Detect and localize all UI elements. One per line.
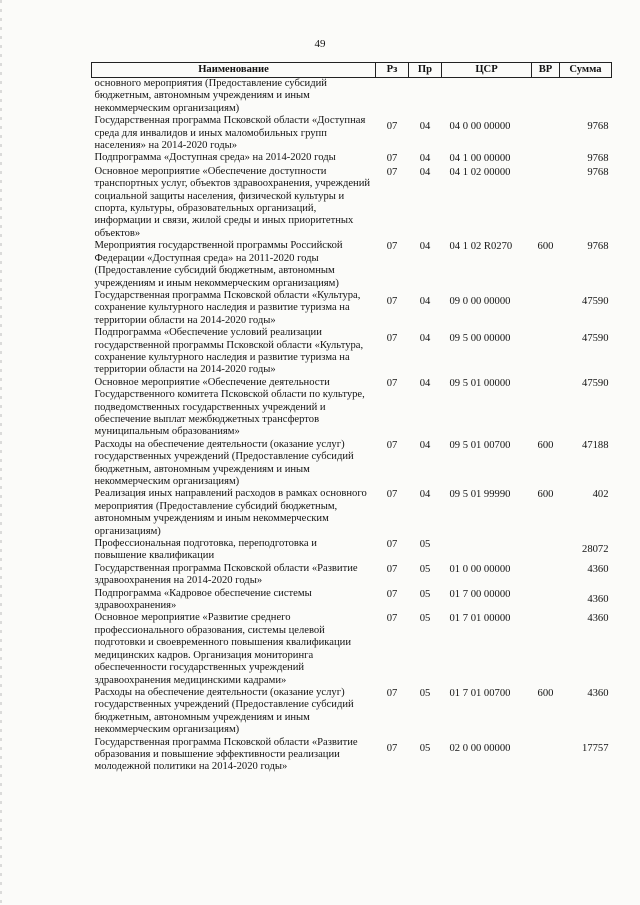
row-csr: 09 5 01 00000	[449, 377, 511, 389]
row-vr	[532, 290, 560, 327]
row-vr: 600	[537, 439, 554, 451]
header-vr: ВР	[532, 63, 560, 78]
row-csr	[442, 538, 532, 563]
row-sum: 4360	[587, 563, 609, 575]
row-name: Государственная программа Псковской области «Доступная среда для инвалидов и иных маломобильных групп населения» на 2014-2020 годы»	[94, 115, 366, 152]
row-pr: 04	[419, 295, 431, 307]
row-sum: 4360	[587, 687, 609, 699]
row-pr: 04	[419, 121, 431, 133]
row-sum	[560, 78, 612, 116]
row-pr: 04	[419, 241, 431, 253]
row-name: Государственная программа Псковской области «Культура, сохранение культурного наследия и развитие туризма на территории области на 2014-2020 годы»	[94, 289, 361, 326]
row-pr: 05	[419, 588, 431, 600]
row-name: Основное мероприятие «Обеспечение деятельности Государственного комитета Псковской области по культуре, подведомственных государственных учреждений и обеспечение выплат межбюджетных трансфертов муниципальным образованиям»	[94, 376, 365, 438]
row-sum: 4360	[587, 613, 609, 625]
row-vr	[532, 538, 560, 563]
row-csr: 01 7 00 00000	[449, 588, 511, 600]
row-sum: 9768	[587, 153, 609, 165]
row-sum: 47590	[582, 295, 609, 307]
row-name: Основное мероприятие «Развитие среднего профессионального образования, системы целевой подготовки и своевременного повышения квалификации медицинских кадров. Организация мониторинга обеспеченности государственных учреждений здравоохранения медицинскими кадрами»	[94, 612, 351, 686]
table-row	[92, 115, 612, 152]
row-vr: 600	[537, 489, 554, 501]
row-rz: 07	[386, 613, 398, 625]
table-row	[92, 152, 612, 165]
row-vr	[532, 166, 560, 240]
header-csr: ЦСР	[442, 63, 532, 78]
row-vr: 600	[537, 241, 554, 253]
row-name: Расходы на обеспечение деятельности (оказание услуг) государственных учреждений (Предоставление субсидий бюджетным, автономным учреждениям и иным некоммерческим организациям)	[94, 438, 354, 487]
header-name: Наименование	[92, 63, 376, 78]
row-sum: 4360	[587, 593, 609, 605]
page-number: 49	[314, 38, 326, 50]
row-pr	[409, 78, 442, 116]
row-csr: 04 1 02 00000	[449, 166, 511, 178]
row-csr: 09 0 00 00000	[449, 295, 511, 307]
row-vr: 600	[537, 687, 554, 699]
row-rz: 07	[386, 539, 398, 551]
row-rz: 07	[386, 121, 398, 133]
row-csr: 04 1 00 00000	[449, 153, 511, 165]
row-vr	[532, 327, 560, 377]
row-rz: 07	[386, 295, 398, 307]
row-pr: 04	[419, 489, 431, 501]
table-row	[92, 687, 612, 737]
table-row	[92, 538, 612, 563]
row-vr	[532, 115, 560, 152]
row-name: Реализация иных направлений расходов в рамках основного мероприятия (Предоставление субсидий бюджетным, автономным учреждениям и иным некоммерческим организациям)	[94, 488, 367, 537]
header-sum: Сумма	[560, 63, 612, 78]
row-pr: 05	[419, 539, 431, 551]
table-row	[92, 563, 612, 588]
budget-table	[91, 62, 612, 774]
row-csr: 01 7 01 00700	[449, 687, 511, 699]
row-rz: 07	[386, 377, 398, 389]
table-row	[92, 439, 612, 489]
row-pr: 04	[419, 439, 431, 451]
row-pr: 04	[419, 333, 431, 345]
row-vr	[532, 612, 560, 686]
row-rz: 07	[386, 687, 398, 699]
row-sum: 9768	[587, 121, 609, 133]
row-csr: 01 7 01 00000	[449, 613, 511, 625]
row-pr: 05	[419, 613, 431, 625]
row-sum: 47590	[582, 333, 609, 345]
scan-edge	[0, 0, 2, 905]
row-rz: 07	[386, 742, 398, 754]
row-vr	[532, 78, 560, 116]
header-pr: Пр	[409, 63, 442, 78]
row-rz: 07	[386, 241, 398, 253]
row-rz: 07	[386, 166, 398, 178]
row-sum: 17757	[582, 742, 609, 754]
row-rz: 07	[386, 588, 398, 600]
header-rz: Рз	[376, 63, 409, 78]
row-vr	[532, 588, 560, 613]
row-csr: 04 1 02 R0270	[449, 241, 513, 253]
table-row	[92, 612, 612, 686]
row-pr: 04	[419, 153, 431, 165]
row-csr: 09 5 01 00700	[449, 439, 511, 451]
table-row	[92, 488, 612, 538]
row-name: основного мероприятия (Предоставление субсидий бюджетным, автономным учреждениям и иным некоммерческим организациям)	[94, 78, 327, 114]
row-rz: 07	[386, 489, 398, 501]
row-sum: 47188	[582, 439, 609, 451]
row-sum: 9768	[587, 166, 609, 178]
row-pr: 05	[419, 687, 431, 699]
row-name: Подпрограмма «Обеспечение условий реализации государственной программы Псковской области «Культура, сохранение культурного наследия и развитие туризма на территории области на 2014-2020 годы»	[94, 327, 364, 376]
row-csr: 02 0 00 00000	[449, 742, 511, 754]
row-vr	[532, 377, 560, 439]
table-row	[92, 240, 612, 290]
row-sum: 28072	[582, 544, 609, 556]
row-name: Государственная программа Псковской области «Развитие здравоохранения на 2014-2020 годы»	[94, 562, 358, 587]
row-rz: 07	[386, 439, 398, 451]
row-rz	[376, 78, 409, 116]
row-sum: 9768	[587, 241, 609, 253]
row-sum: 47590	[582, 377, 609, 389]
row-name: Подпрограмма «Доступная среда» на 2014-2020 годы	[94, 152, 336, 164]
row-name: Основное мероприятие «Обеспечение доступности транспортных услуг, объектов здравоохранения, учреждений социальной защиты населения, физической культуры и спорта, культуры, образовательных организаций, информации и связи, жилой среды и иных приоритетных объектов»	[94, 165, 371, 239]
row-pr: 05	[419, 563, 431, 575]
row-vr	[532, 737, 560, 774]
table-row	[92, 377, 612, 439]
row-csr: 04 0 00 00000	[449, 121, 511, 133]
table-header-row	[92, 63, 612, 78]
row-name: Расходы на обеспечение деятельности (оказание услуг) государственных учреждений (Предоставление субсидий бюджетным, автономным учреждениям и иным некоммерческим организациям)	[94, 686, 354, 736]
row-csr: 09 5 00 00000	[449, 333, 511, 345]
table-row	[92, 290, 612, 327]
table-row	[92, 78, 612, 116]
row-pr: 04	[419, 166, 431, 178]
row-name: Государственная программа Псковской области «Развитие образования и повышение эффективности реализации молодежной политики на 2014-2020 годы»	[94, 736, 358, 773]
row-pr: 04	[419, 377, 431, 389]
row-rz: 07	[386, 153, 398, 165]
row-pr: 05	[419, 742, 431, 754]
row-rz: 07	[386, 563, 398, 575]
row-vr	[532, 152, 560, 165]
row-csr	[442, 78, 532, 116]
row-name: Подпрограмма «Кадровое обеспечение системы здравоохранения»	[94, 587, 312, 612]
row-vr	[532, 563, 560, 588]
row-name: Мероприятия государственной программы Российской Федерации «Доступная среда» на 2011-2020 годы (Предоставление субсидий бюджетным, автономным учреждениям и иным некоммерческим организациям)	[94, 240, 343, 289]
table-row	[92, 327, 612, 377]
table-row	[92, 588, 612, 613]
row-csr: 09 5 01 99990	[449, 489, 511, 501]
row-csr: 01 0 00 00000	[449, 563, 511, 575]
row-sum: 402	[592, 489, 609, 501]
table-row	[92, 737, 612, 774]
table-row	[92, 166, 612, 240]
row-rz: 07	[386, 333, 398, 345]
row-name: Профессиональная подготовка, переподготовка и повышение квалификации	[94, 538, 317, 562]
